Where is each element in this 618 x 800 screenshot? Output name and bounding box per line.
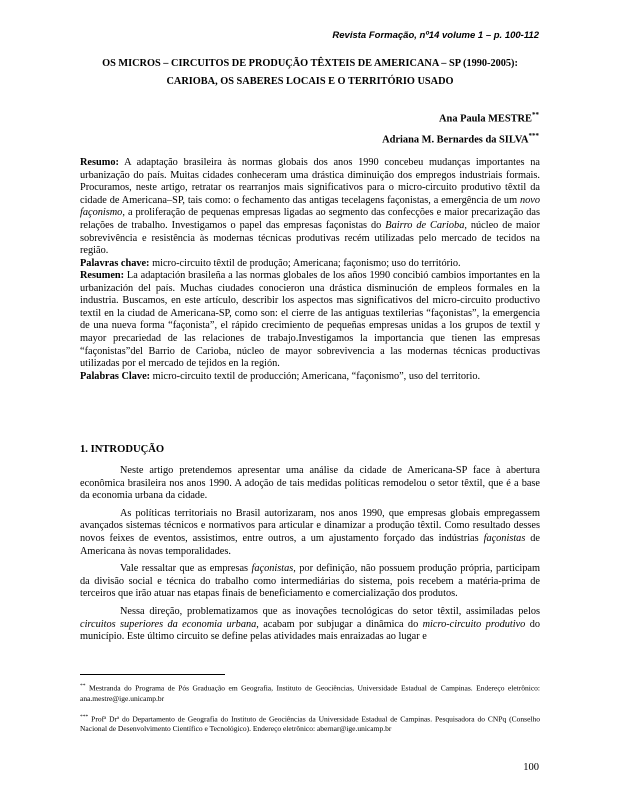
body-paragraph [80,563,540,601]
body-emphasis: micro-circuito produtivo [422,618,526,630]
abstract-pt-segment: , a proliferação de pequenas empresas ligadas ao segmento das confecções e maior precarização das relações de trabalho. Investigamos o papel das empresas façonistas do [80,207,540,231]
body-segment: de Americana às novas temporalidades. [80,532,540,557]
body-segment: As políticas territoriais no Brasil autorizaram, nos anos 1990, que empresas globais empregassem avançados sistemas técnicos e normativos para articular e dinamizar a produção têxtil. Como resultado desses novos feixes de eventos, assistimos, entre outros, a um ajustamento forçado das indústrias [80,507,540,544]
abstract-pt-emphasis: Bairro de Carioba [385,219,465,231]
abstract-pt-emphasis: novo façonismo [80,194,540,219]
body-paragraph [80,508,540,558]
body-paragraph [80,606,540,644]
abstract-es-label: Resumen: [80,270,125,281]
article-title: OS MICROS – CIRCUITOS DE PRODUÇÃO TÊXTEIS DE AMERICANA – SP (1990-2005): CARIOBA, OS SABERES LOCAIS E O TERRITÓRIO USADO [102,58,518,87]
body-segment: Nessa direção, problematizamos que as inovações tecnológicas do setor têxtil, assimiladas pelos [120,605,540,617]
introduction-body [80,465,540,649]
abstract-es-body: La adaptación brasileña a las normas globales de los años 1990 concibió cambios importantes en la urbanización del país. Muchas ciudades conocieron una drástica disminución de empleos formales en la industria. Buscamos, en este artículo, describir los aspectos mas significativos del micro-circuito productivo textil en la ciudad de Americana-SP, como son: el cierre de las antiguas textilerias “façonistas”, la emergencia de una nueva forma “façonista”, el rápido crecimiento de pequeñas empresas unidas a los grupos de textil y mayor precariedad de las relaciones de trabajo.Investigamos la importancia que tienen las empresas “façonistas”del Barrio de Carioba, núcleo de mayor sobrevivencia a las modernas técnicas productivas utilizadas por el mercado de tejidos en la región. [80,270,540,370]
body-emphasis: circuitos superiores da economia urbana [80,618,257,630]
page-number: 100 [523,762,539,773]
body-emphasis: façonistas [483,532,526,544]
footnote-1-text: Mestranda do Programa de Pós Graduação em Geografia, Instituto de Geociências, Universidade Estadual de Campinas. Endereço eletrônico: ana.mestre@ige.unicamp.br [80,683,540,703]
footnote-2 [80,712,540,735]
author-2-name: Adriana M. Bernardes da SILVA [382,134,529,146]
footnote-1 [80,681,540,704]
abstract-portuguese [80,157,540,270]
footnote-2-text: Profª Drª do Departamento de Geografia do Instituto de Geociências da Universidade Estadual de Campinas. Pesquisadora do CNPq (Conselho Nacional de Desenvolvimento Científico e Tecnológico). Endereço eletrônico: abernar@ige.unicamp.br [80,714,540,733]
body-segment: do município. Este último circuito se define pelas atividades mais enraizadas ao lugar e [80,618,540,643]
author-1-footnote-mark: ** [532,111,539,119]
abstract-pt-text [80,157,540,258]
keywords-pt-label: Palavras chave: [80,257,150,269]
body-paragraph: Neste artigo pretendemos apresentar uma análise da cidade de Americana-SP face à abertura econômica brasileira nos anos 1990. A adoção de tais medidas políticas remodelou o setor têxtil, que é a base da economia urbana da cidade. [80,465,540,502]
footnote-2-mark: *** [80,713,89,720]
journal-header: Revista Formação, nº14 volume 1 – p. 100-112 [332,30,539,41]
keywords-pt-list: micro-circuito têxtil de produção; Americana; façonismo; uso do território. [149,257,461,269]
keywords-es [80,371,540,384]
author-1 [439,111,539,124]
abstract-pt-label: Resumo: [80,157,119,168]
body-segment: , acabam por subjugar a dinâmica do [256,618,423,630]
abstract-pt-segment: A adaptação brasileira às normas globais dos anos 1990 concebeu mudanças importantes na urbanização do país. Muitas cidades conheceram uma drástica diminuição dos empregos industriais formais. Procuramos, neste artigo, retratar os rearranjos mais significativos para o micro-circuito produtivo têxtil da cidade de Americana–SP, tais como: o fechamento das antigas tecelagens façonistas, a emergência de um [80,157,540,206]
keywords-pt [80,258,540,271]
body-segment: Vale ressaltar que as empresas [120,563,252,575]
keywords-es-list: micro-circuito textil de producción; Americana, “façonismo”, uso del territorio. [150,370,481,382]
body-emphasis: façonistas [251,563,294,575]
section-heading-introducao: 1. INTRODUÇÃO [80,444,165,455]
author-2 [382,132,539,145]
footnotes [80,681,540,742]
keywords-es-label: Palabras Clave: [80,370,151,382]
body-segment: , por definição, não possuem produção própria, participam da divisão social e técnica do trabalho como intermediárias do sistema, pois recebem a matéria-prima de terceiros que irão atuar nas etapas finais de beneficiamento e comercialização dos produtos. [80,563,540,600]
author-1-name: Ana Paula MESTRE [439,113,532,125]
footnote-1-mark: ** [80,683,86,689]
footnote-divider [80,674,225,675]
author-2-footnote-mark: *** [528,132,539,140]
abstract-es-text [80,270,540,371]
abstract-pt-segment: , núcleo de maior sobrevivência e resistência às modernas técnicas produtivas recém utilizadas pelo mercado de tecidos na região. [80,219,540,257]
abstract-spanish [80,270,540,383]
